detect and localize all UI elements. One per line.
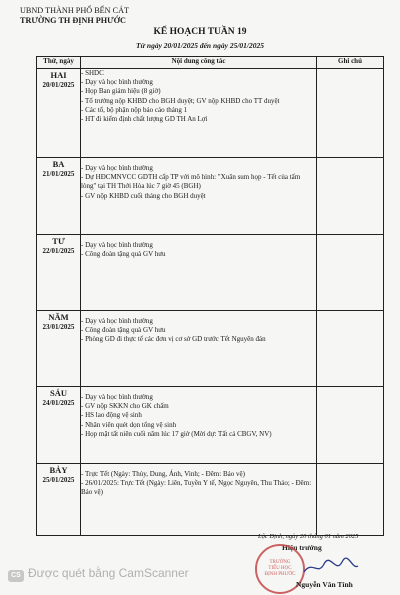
day-cell [37, 311, 81, 387]
document-subtitle: Từ ngày 20/01/2025 đến ngày 25/01/2025 [135, 41, 265, 50]
day-name: BA [52, 159, 65, 169]
schedule-table [36, 56, 384, 536]
header-note: Ghi chú [317, 57, 384, 69]
list-item: - Nhân viên quét dọn tổng vệ sinh [81, 420, 177, 429]
table-header-row [37, 57, 384, 69]
day-date: 20/01/2025 [42, 81, 75, 89]
table-row [37, 311, 384, 387]
list-item: - Tổ trưởng nộp KHBD cho BGH duyệt; GV nộp KHBD cho TT duyệt [81, 96, 280, 105]
list-item: - Họp mặt tất niên cuối năm lúc 17 giờ (Mời dự: Tất cả CBGV, NV) [81, 429, 272, 438]
header-day: Thứ, ngày [37, 57, 81, 69]
day-date: 21/01/2025 [42, 170, 75, 178]
note-cell [317, 464, 384, 536]
note-cell [317, 311, 384, 387]
day-name: HAI [50, 70, 67, 80]
list-item: - HT đi kiểm định chất lượng GD TH An Lợi [81, 115, 208, 124]
content-cell [81, 69, 317, 158]
day-date: 25/01/2025 [42, 476, 75, 484]
table-row [37, 464, 384, 536]
list-item: - Họp Ban giám hiệu (8 giờ) [81, 87, 161, 96]
list-item: - GV nộp SKKN cho GK chấm [81, 402, 169, 411]
list-item: - GV nộp KHBD cuối tháng cho BGH duyệt [81, 191, 206, 200]
signature-place-date: Lộc Định, ngày 20 tháng 01 năm 2025 [258, 533, 359, 540]
list-item: - Dạy và học bình thường [81, 78, 153, 87]
stamp-line-1: TRƯỜNG [269, 560, 291, 565]
header-content: Nội dung công tác [81, 57, 317, 69]
list-item: - Công đoàn tặng quà GV hưu [81, 250, 166, 259]
list-item: - Dạy và học bình thường [81, 241, 153, 249]
table-row [37, 235, 384, 311]
list-item: - Dự HĐCMNVCC GDTH cấp TP với mô hình: "Xuân sum họp - Tết của tấm lòng" tại TH Thới Hòa lúc 7 giờ 45 (BGH) [81, 173, 301, 191]
day-cell [37, 69, 81, 158]
camscanner-watermark: Được quét bằng CamScanner [28, 566, 189, 580]
content-cell [81, 235, 317, 311]
note-cell [317, 387, 384, 464]
day-cell [37, 158, 81, 235]
content-cell [81, 311, 317, 387]
note-cell [317, 158, 384, 235]
list-item: - Các tổ, bộ phận nộp báo cáo tháng 1 [81, 105, 188, 114]
day-name: TƯ [52, 236, 65, 246]
day-cell [37, 387, 81, 464]
stamp-line-2: TIỂU HỌC [268, 566, 292, 571]
document-title: KẾ HOẠCH TUẦN 19 [153, 27, 247, 37]
content-cell [81, 464, 317, 536]
day-name: NĂM [48, 312, 69, 322]
note-cell [317, 69, 384, 158]
list-item: - Công đoàn tặng quà GV hưu [81, 326, 166, 335]
table-row [37, 69, 384, 158]
note-cell [317, 235, 384, 311]
day-cell [37, 464, 81, 536]
org-line-2: TRƯỜNG TH ĐỊNH PHƯỚC [20, 16, 126, 25]
organization-header [20, 6, 129, 26]
list-item: - Phòng GD đi thực tế các đơn vị cơ sở GD trước Tết Nguyên đán [81, 335, 266, 344]
table-row [37, 158, 384, 235]
day-name: SÁU [49, 388, 67, 398]
list-item: - SHDC [81, 69, 104, 77]
table-row [37, 387, 384, 464]
list-item: - Dạy và học bình thường [81, 393, 153, 401]
content-cell [81, 387, 317, 464]
day-name: BẢY [49, 465, 68, 475]
signer-name: Nguyễn Văn Tính [296, 580, 353, 589]
org-line-1: UBND THÀNH PHỐ BẾN CÁT [20, 6, 130, 15]
handwritten-signature [300, 556, 360, 578]
day-date: 23/01/2025 [42, 323, 75, 331]
day-cell [37, 235, 81, 311]
list-item: - Dạy và học bình thường [81, 317, 153, 325]
list-item: - HS lao động vệ sinh [81, 411, 142, 420]
list-item: - 26/01/2025: Trực Tết (Ngày: Liên, Tuyền Y tế, Ngọc Nguyên, Thu Thảo; - Đêm: Bảo vệ) [81, 479, 312, 497]
day-date: 22/01/2025 [42, 247, 75, 255]
list-item: - Dạy và học bình thường [81, 164, 153, 172]
content-cell [81, 158, 317, 235]
camscanner-badge-icon: CS [8, 570, 24, 582]
signature-role: Hiệu trưởng [282, 543, 322, 552]
list-item: - Trực Tết (Ngày: Thủy, Dung, Ánh, Vinh; - Đêm: Bảo vệ) [81, 470, 245, 478]
stamp-line-3: ĐỊNH PHƯỚC [264, 572, 296, 577]
day-date: 24/01/2025 [42, 399, 75, 407]
